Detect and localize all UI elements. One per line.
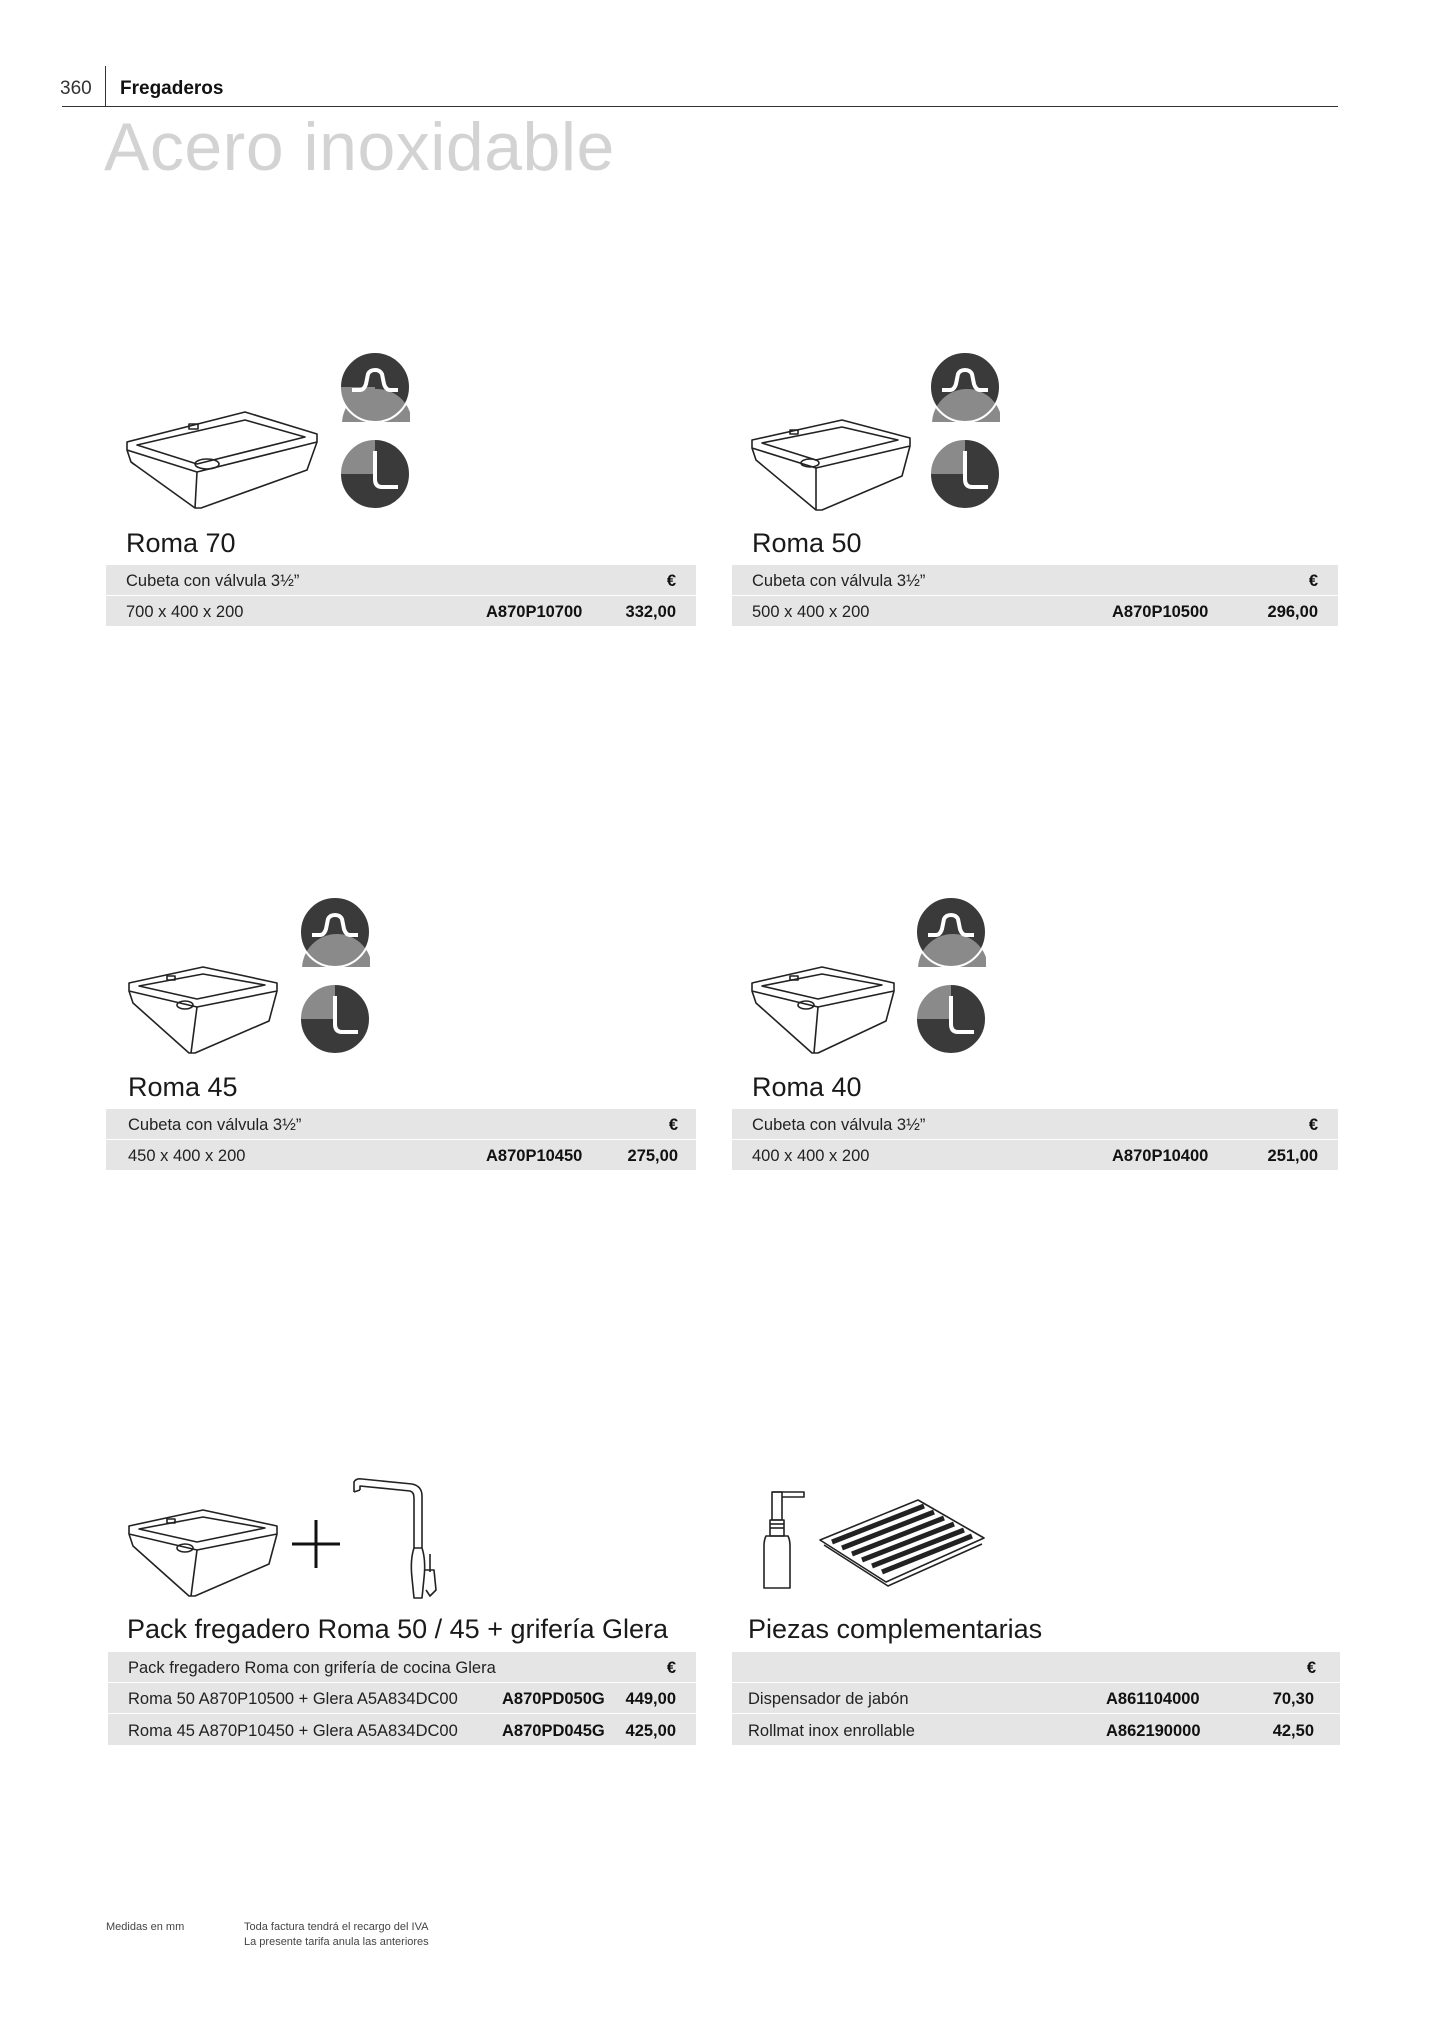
table-row	[732, 1715, 1340, 1745]
product-price: 332,00	[625, 603, 676, 621]
product-name-roma-45: Roma 45	[128, 1072, 238, 1102]
table-row	[732, 1140, 1338, 1170]
table-row	[732, 1109, 1338, 1140]
plus-icon	[290, 1518, 342, 1570]
product-description: Cubeta con válvula 3½”	[752, 572, 926, 590]
currency-symbol: €	[666, 1659, 676, 1677]
product-price: 296,00	[1267, 603, 1318, 621]
table-row	[732, 1652, 1340, 1683]
header-rule	[62, 106, 1338, 107]
product-description: Cubeta con válvula 3½”	[752, 1116, 926, 1134]
price-table-accessories	[732, 1652, 1340, 1745]
soap-dispenser-drawing	[752, 1488, 808, 1593]
page-number: 360	[60, 78, 92, 99]
price-table-roma-70	[106, 565, 696, 626]
product-description: Cubeta con válvula 3½”	[128, 1116, 302, 1134]
pack-name: Pack fregadero Roma 50 / 45 + grifería Glera	[127, 1614, 669, 1644]
flush-mount-profile-icon	[914, 982, 988, 1056]
product-price: 251,00	[1267, 1147, 1318, 1165]
flush-mount-profile-icon	[338, 437, 412, 511]
product-price: 425,00	[625, 1722, 676, 1740]
product-price: 275,00	[627, 1147, 678, 1165]
footer-note: Toda factura tendrá el recargo del IVA	[244, 1921, 429, 1933]
accessory-label: Dispensador de jabón	[748, 1690, 909, 1708]
table-row	[732, 1683, 1340, 1714]
currency-symbol: €	[668, 1116, 678, 1134]
table-row	[108, 1652, 696, 1683]
product-code: A870PD045G	[502, 1722, 605, 1740]
flush-mount-profile-icon	[298, 982, 372, 1056]
product-name-roma-70: Roma 70	[126, 528, 236, 558]
product-dimensions: 400 x 400 x 200	[752, 1147, 870, 1165]
table-row	[106, 1140, 696, 1170]
currency-symbol: €	[1308, 572, 1318, 590]
sink-roma-45-drawing	[127, 965, 282, 1065]
rollmat-drawing	[818, 1498, 986, 1588]
undermount-profile-icon	[928, 350, 1002, 424]
product-code: A870P10700	[486, 603, 583, 621]
product-description: Cubeta con válvula 3½”	[126, 572, 300, 590]
page-title: Acero inoxidable	[104, 109, 615, 185]
table-row	[732, 596, 1338, 626]
currency-symbol: €	[666, 572, 676, 590]
product-dimensions: 500 x 400 x 200	[752, 603, 870, 621]
product-code: A870P10450	[486, 1147, 583, 1165]
header-divider	[105, 66, 106, 106]
table-row	[108, 1715, 696, 1745]
product-price: 70,30	[1272, 1690, 1314, 1708]
sink-roma-40-drawing	[750, 965, 900, 1065]
pack-item-label: Roma 45 A870P10450 + Glera A5A834DC00	[128, 1722, 458, 1740]
product-dimensions: 450 x 400 x 200	[128, 1147, 246, 1165]
accessories-name: Piezas complementarias	[748, 1614, 1043, 1644]
currency-symbol: €	[1306, 1659, 1316, 1677]
product-code: A870P10400	[1112, 1147, 1209, 1165]
currency-symbol: €	[1308, 1116, 1318, 1134]
sink-pack-drawing	[127, 1508, 282, 1608]
flush-mount-profile-icon	[928, 437, 1002, 511]
product-price: 449,00	[625, 1690, 676, 1708]
undermount-profile-icon	[914, 895, 988, 969]
pack-item-label: Roma 50 A870P10500 + Glera A5A834DC00	[128, 1690, 458, 1708]
undermount-profile-icon	[298, 895, 372, 969]
table-row	[106, 596, 696, 626]
accessory-label: Rollmat inox enrollable	[748, 1722, 915, 1740]
footer-units: Medidas en mm	[106, 1921, 185, 1933]
faucet-glera-drawing	[350, 1478, 450, 1600]
footer-notes	[244, 1920, 429, 1950]
product-code: A861104000	[1106, 1690, 1200, 1708]
table-row	[106, 1109, 696, 1140]
product-code: A870P10500	[1112, 603, 1209, 621]
pack-description: Pack fregadero Roma con grifería de cocina Glera	[128, 1659, 496, 1677]
sink-roma-70-drawing	[125, 410, 325, 515]
product-price: 42,50	[1272, 1722, 1314, 1740]
table-row	[106, 565, 696, 596]
footer-note: La presente tarifa anula las anteriores	[244, 1936, 429, 1948]
price-table-roma-50	[732, 565, 1338, 626]
product-name-roma-40: Roma 40	[752, 1072, 862, 1102]
undermount-profile-icon	[338, 350, 412, 424]
price-table-pack	[108, 1652, 696, 1745]
table-row	[732, 565, 1338, 596]
product-name-roma-50: Roma 50	[752, 528, 862, 558]
table-row	[108, 1683, 696, 1714]
section-title: Fregaderos	[120, 78, 224, 99]
sink-roma-50-drawing	[750, 418, 915, 518]
product-code: A862190000	[1106, 1722, 1201, 1740]
price-table-roma-45	[106, 1109, 696, 1170]
product-code: A870PD050G	[502, 1690, 605, 1708]
product-dimensions: 700 x 400 x 200	[126, 603, 244, 621]
price-table-roma-40	[732, 1109, 1338, 1170]
